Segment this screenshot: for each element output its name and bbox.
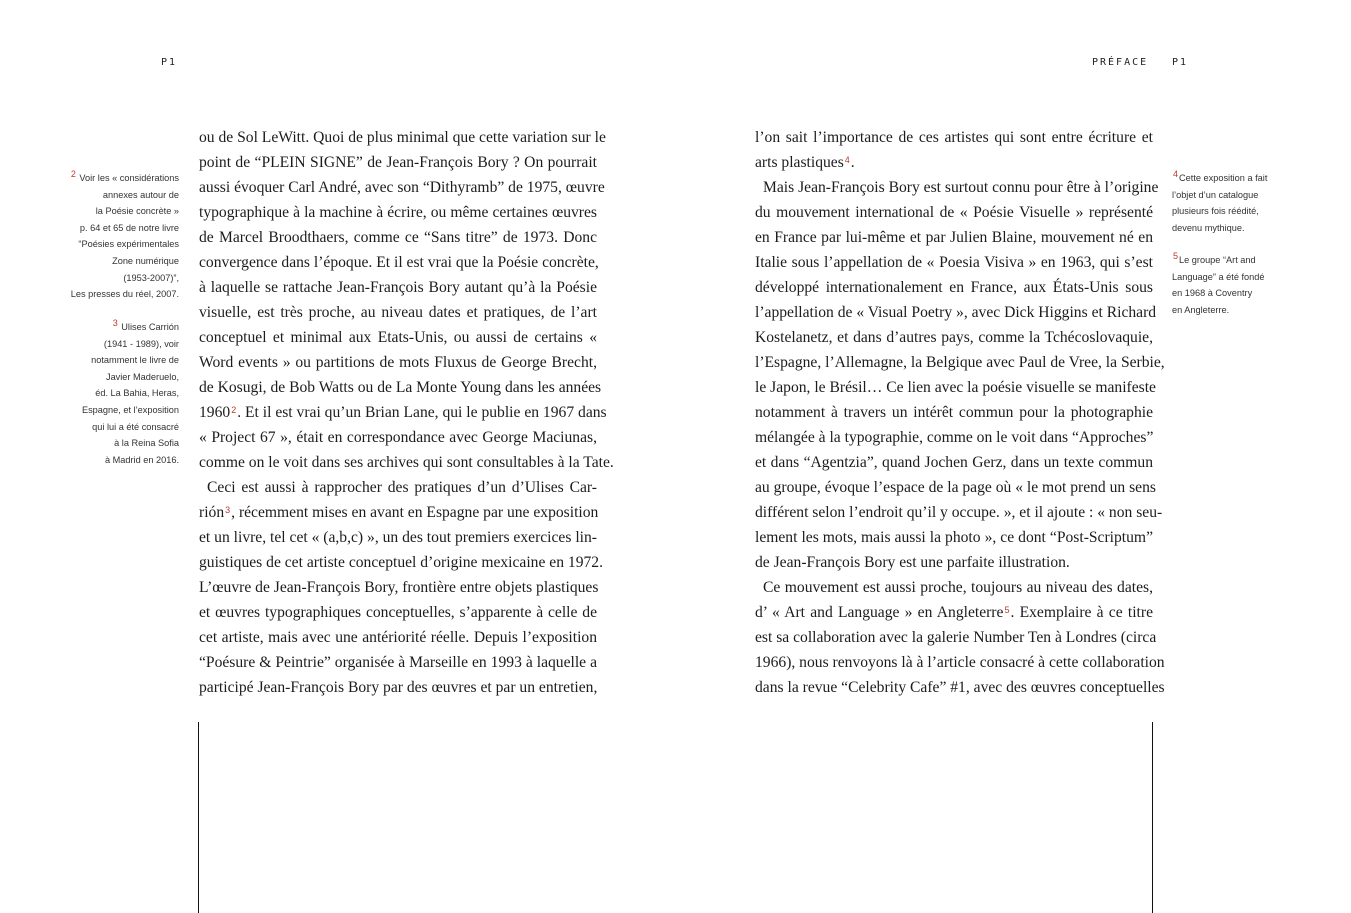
footnote-ref-4[interactable]: 4	[844, 155, 850, 165]
footnote-line: l’objet d’un catalogue	[1172, 189, 1259, 200]
text-line: l’appellation de « Visual Poetry », avec Dick Higgins et Richard	[755, 304, 1157, 321]
text-line: différent selon l’endroit qu’il y occupe. », et il ajoute : « non seu-	[755, 504, 1163, 521]
footnote-line: plusieurs fois réédité,	[1172, 206, 1259, 217]
footnote-line: Ulises Carrión	[121, 322, 179, 332]
footnote-line: la Poésie concrète »	[95, 206, 179, 217]
text-line: de Kosugi, de Bob Watts ou de La Monte Young dans les années	[199, 379, 602, 396]
text-line: dans la revue “Celebrity Cafe” #1, avec des œuvres conceptuelles	[755, 679, 1165, 696]
footnote-line: en Angleterre.	[1172, 304, 1230, 315]
text-line: Mais Jean-François Bory est surtout connu pour être à l’origine	[763, 179, 1159, 196]
text-line: le Japon, le Brésil… Ce lien avec la poésie visuelle se manifeste	[755, 379, 1156, 396]
footnote-line: annexes autour de	[102, 189, 179, 200]
footnote-line: à Madrid en 2016.	[104, 454, 179, 465]
text-line: ou de Sol LeWitt. Quoi de plus minimal que cette variation sur le	[199, 129, 606, 146]
footnote-line: Espagne, et l’exposition	[81, 404, 179, 415]
left-text-column	[199, 125, 614, 700]
text-line: à laquelle se rattache Jean-François Bory autant qu’à la Poésie	[199, 279, 597, 296]
text-line: et œuvres typographiques conceptuelles, s’apparente à celle de	[199, 604, 597, 621]
text-line	[199, 400, 607, 425]
text-line: Ce mouvement est aussi proche, toujours au niveau des dates,	[763, 579, 1153, 596]
footnote-line: devenu mythique.	[1172, 222, 1245, 233]
text-line: Word events » ou partitions de mots Fluxus de George Brecht,	[199, 354, 597, 371]
text-line: développé internationalement en France, aux États-Unis sous	[755, 279, 1153, 296]
footnote-number: 4	[1173, 169, 1179, 179]
text-line	[755, 600, 1153, 625]
text-line: et dans “Agentzia”, quand Jochen Gerz, dans un texte commun	[755, 454, 1153, 471]
right-vertical-rule	[1152, 722, 1153, 913]
text-line: au groupe, évoque l’espace de la page où « le mot prend un sens	[755, 479, 1156, 496]
footnote-line: éd. La Bahia, Heras,	[95, 388, 179, 399]
text-line: Kostelanetz, et dans d’autres pays, comme la Tchécoslovaquie,	[755, 329, 1153, 346]
footnote-line: (1953-2007)”,	[123, 272, 179, 283]
text-line	[199, 500, 597, 525]
right-text-column	[755, 125, 1165, 700]
footnote-line: Javier Maderuelo,	[105, 371, 179, 382]
text-line: est sa collaboration avec la galerie Number Ten à Londres (circa	[755, 629, 1157, 646]
text-line: du mouvement international de « Poésie Visuelle » représenté	[755, 204, 1153, 221]
text-line: 1966), nous renvoyons là à l’article consacré à cette collaboration	[755, 654, 1165, 671]
left-vertical-rule	[198, 722, 199, 913]
footnote-line: Le groupe “Art and	[1179, 255, 1256, 265]
text-line: et un livre, tel cet « (a,b,c) », un des tout premiers exercices lin-	[199, 529, 597, 546]
footnote-ref-3[interactable]: 3	[225, 505, 231, 515]
text-line: aussi évoquer Carl André, avec son “Dithyramb” de 1975, œuvre	[199, 179, 605, 196]
footnote-line: Language” a été fondé	[1172, 271, 1265, 282]
text-fragment: 1960	[199, 404, 231, 421]
footnote-line: notamment le livre de	[91, 355, 179, 366]
running-title: PRÉFACE	[1092, 57, 1149, 68]
text-line: “Poésure & Peintrie” organisée à Marseille en 1993 à laquelle a	[199, 654, 597, 671]
footnote-line: p. 64 et 65 de notre livre	[79, 222, 179, 233]
text-fragment: . Et il est vrai qu’un Brian Lane, qui le publie en 1967 dans	[237, 404, 607, 421]
text-line: notamment à travers un intérêt commun pour la photographie	[755, 404, 1153, 421]
text-line: mélangée à la typographie, comme on le voit dans “Approches”	[755, 429, 1154, 446]
text-line: guistiques de cet artiste conceptuel d’origine mexicaine en 1972.	[199, 554, 603, 571]
text-line	[755, 150, 1153, 175]
footnote-line: à la Reina Sofia	[114, 438, 179, 449]
text-line: Ceci est aussi à rapprocher des pratiques d’un d’Ulises Car-	[207, 479, 597, 496]
footnote-number: 3	[112, 318, 118, 328]
text-line: visuelle, est très proche, au niveau dates et pratiques, de l’art	[199, 304, 597, 321]
text-line: L’œuvre de Jean-François Bory, frontière entre objets plastiques	[199, 579, 599, 596]
right-folio: P1	[1172, 57, 1189, 68]
text-line: conceptuel et minimal aux Etats-Unis, ou aussi de certains «	[199, 329, 597, 346]
footnote-4	[1172, 170, 1267, 236]
footnote-ref-2[interactable]: 2	[231, 405, 237, 415]
text-fragment: rión	[199, 504, 225, 521]
text-line: comme on le voit dans ses archives qui sont consultables à la Tate.	[199, 454, 614, 471]
text-line: cet artiste, mais avec une antériorité réelle. Depuis l’exposition	[199, 629, 597, 646]
text-line: participé Jean-François Bory par des œuvres et par un entretien,	[199, 679, 598, 696]
footnote-5	[1172, 252, 1264, 318]
footnote-line: “Poésies expérimentales	[78, 239, 179, 250]
footnote-2	[70, 170, 179, 303]
footnote-ref-5[interactable]: 5	[1004, 605, 1010, 615]
footnote-line: Les presses du réel, 2007.	[70, 289, 179, 300]
text-line: Italie sous l’appellation de « Poesia Visiva » en 1963, qui s’est	[755, 254, 1153, 271]
text-line: « Project 67 », était en correspondance avec George Maciunas,	[199, 429, 597, 446]
text-line: en France par lui-même et par Julien Blaine, mouvement né en	[755, 229, 1153, 246]
text-line: de Marcel Broodthaers, comme ce “Sans titre” de 1973. Donc	[199, 229, 597, 246]
text-fragment: .	[850, 154, 855, 171]
footnote-line: en 1968 à Coventry	[1172, 288, 1253, 299]
footnote-number: 5	[1173, 251, 1179, 261]
text-fragment: , récemment mises en avant en Espagne par une exposition	[231, 504, 599, 521]
footnote-line: Cette exposition a fait	[1179, 173, 1268, 183]
text-fragment: d’ « Art and Language » en Angleterre	[755, 604, 1004, 621]
text-fragment: . Exemplaire à ce titre	[1010, 604, 1153, 621]
text-fragment: arts plastiques	[755, 154, 844, 171]
text-line: lement les mots, mais aussi la photo », ce dont “Post-Scriptum”	[755, 529, 1153, 546]
footnote-3	[82, 319, 179, 468]
text-line: l’on sait l’importance de ces artistes qui sont entre écriture et	[755, 129, 1153, 146]
text-line: convergence dans l’époque. Et il est vrai que la Poésie concrète,	[199, 254, 599, 271]
footnote-line: Zone numérique	[112, 255, 179, 266]
footnote-number: 2	[70, 169, 76, 179]
text-line: point de “PLEIN SIGNE” de Jean-François Bory ? On pourrait	[199, 154, 597, 171]
footnote-line: qui lui a été consacré	[92, 421, 179, 432]
footnote-line: Voir les « considérations	[79, 173, 179, 183]
left-folio: P1	[161, 57, 178, 68]
footnote-line: (1941 - 1989), voir	[103, 338, 179, 349]
text-line: de Jean-François Bory est une parfaite illustration.	[755, 554, 1070, 571]
text-line: l’Espagne, l’Allemagne, la Belgique avec Paul de Vree, la Serbie,	[755, 354, 1165, 371]
text-line: typographique à la machine à écrire, ou même certaines œuvres	[199, 204, 597, 221]
